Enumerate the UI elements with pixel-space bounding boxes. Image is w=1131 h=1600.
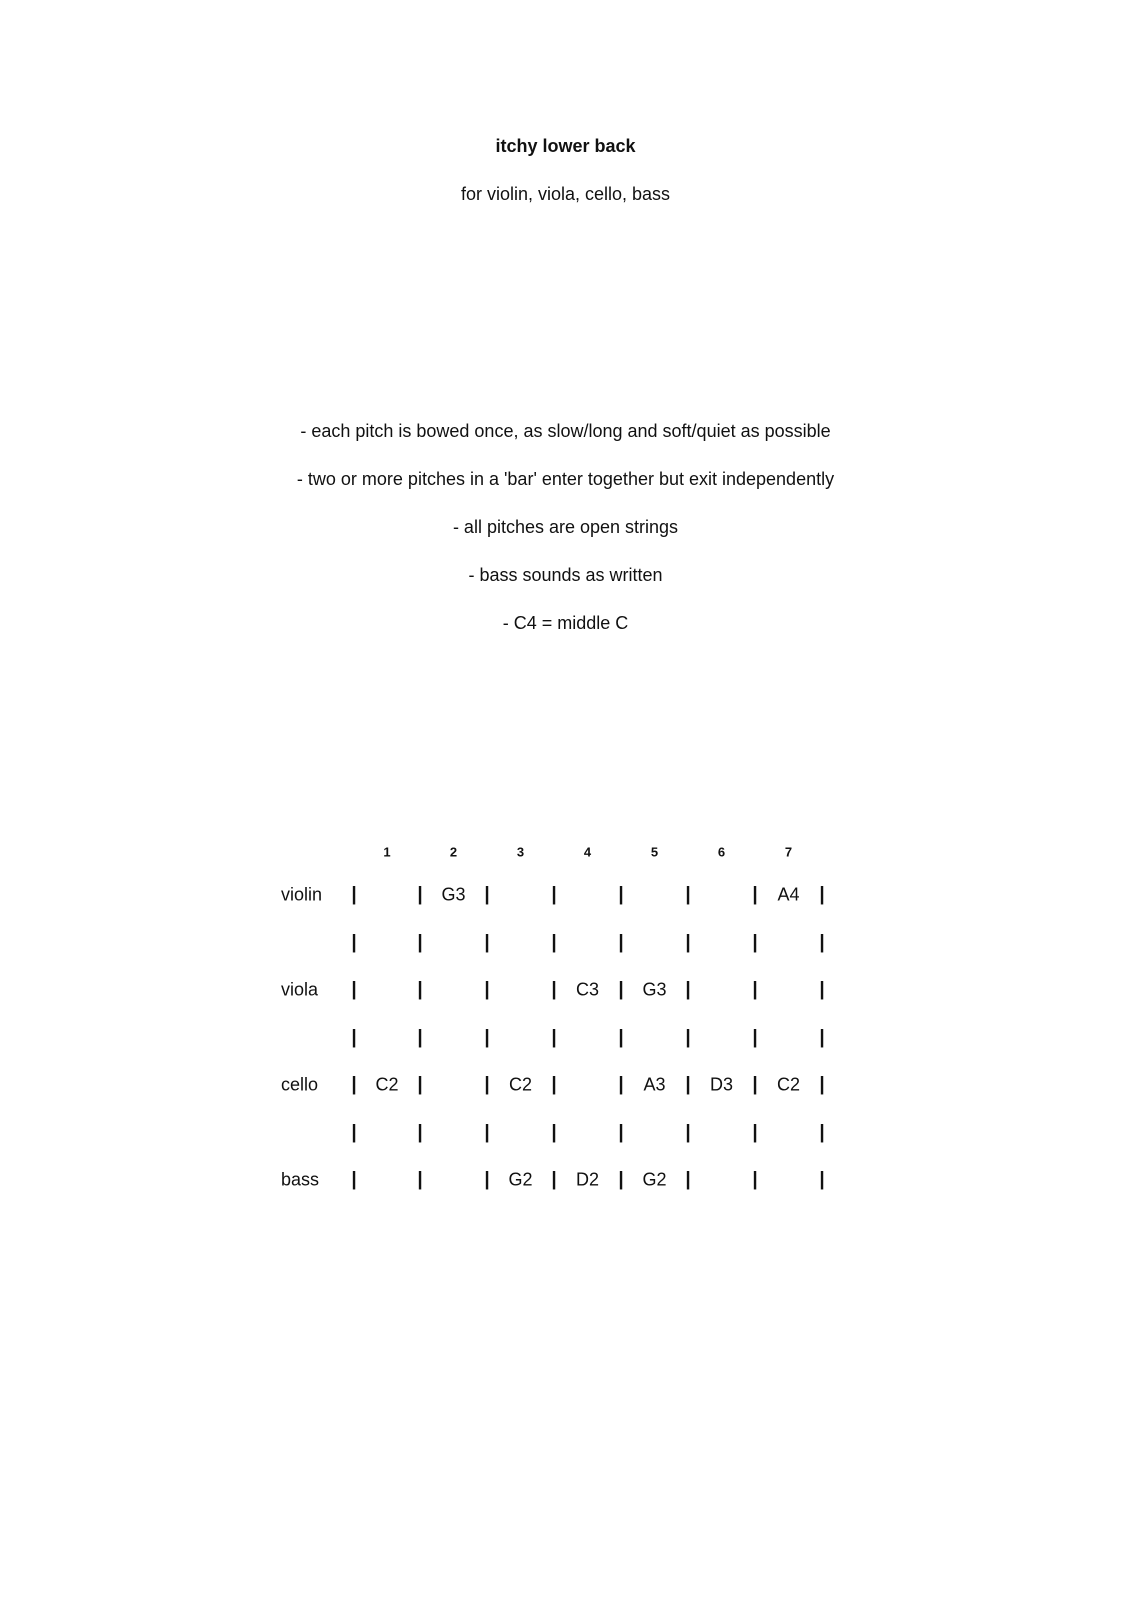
barline: | (417, 931, 423, 953)
barline: | (417, 1026, 423, 1048)
barline: | (752, 1074, 758, 1095)
pitch-cell: D2 (575, 1169, 600, 1190)
barline: | (685, 1074, 691, 1095)
pitch-cell: C3 (575, 979, 600, 1000)
pitch-cell: C2 (375, 1074, 399, 1095)
barline: | (351, 1169, 357, 1190)
pitch-cell: C2 (776, 1074, 801, 1095)
barline: | (752, 1121, 758, 1143)
barline: | (819, 1121, 825, 1143)
barline: | (417, 1121, 423, 1143)
note-item: - two or more pitches in a 'bar' enter together but exit independently (296, 469, 835, 489)
barline: | (819, 931, 825, 953)
barline: | (484, 884, 490, 905)
barline: | (752, 979, 758, 1000)
barline: | (551, 884, 557, 905)
instrument-label-bass: bass (281, 1169, 320, 1190)
barline: | (685, 931, 691, 953)
barline: | (819, 1169, 825, 1190)
barline: | (685, 979, 691, 1000)
barline: | (484, 1026, 490, 1048)
barline: | (351, 1026, 357, 1048)
instrument-label-violin: violin (281, 884, 323, 905)
bar-number: 2 (449, 844, 458, 860)
barline: | (551, 1121, 557, 1143)
barline: | (351, 931, 357, 953)
barline: | (551, 1074, 557, 1095)
barline: | (618, 884, 624, 905)
barline: | (618, 1026, 624, 1048)
barline: | (551, 931, 557, 953)
barline: | (685, 884, 691, 905)
barline: | (752, 1026, 758, 1048)
note-item: - each pitch is bowed once, as slow/long and soft/quiet as possible (300, 421, 831, 441)
page-title: itchy lower back (495, 136, 636, 156)
barline: | (685, 1026, 691, 1048)
pitch-cell: D3 (709, 1074, 734, 1095)
pitch-cell: G2 (642, 1169, 667, 1190)
pitch-cell: A3 (643, 1074, 666, 1095)
barline: | (819, 1074, 825, 1095)
pitch-cell: G3 (441, 884, 466, 905)
barline: | (551, 979, 557, 1000)
pitch-cell: C2 (508, 1074, 533, 1095)
pitch-cell: A4 (777, 884, 800, 905)
barline: | (484, 1169, 490, 1190)
barline: | (417, 1074, 423, 1095)
barline: | (417, 884, 423, 905)
instrument-label-viola: viola (281, 979, 319, 1000)
barline: | (819, 884, 825, 905)
barline: | (351, 1074, 357, 1095)
barline: | (618, 931, 624, 953)
barline: | (752, 931, 758, 953)
barline: | (819, 1026, 825, 1048)
barline: | (752, 884, 758, 905)
note-item: - all pitches are open strings (452, 517, 679, 537)
barline: | (484, 1074, 490, 1095)
barline: | (685, 1169, 691, 1190)
barline: | (484, 979, 490, 1000)
pitch-cell: G2 (508, 1169, 533, 1190)
pitch-cell: G3 (642, 979, 667, 1000)
barline: | (351, 1121, 357, 1143)
bar-number: 6 (717, 844, 726, 860)
barline: | (618, 1074, 624, 1095)
barline: | (618, 979, 624, 1000)
bar-number: 5 (650, 844, 659, 860)
barline: | (819, 979, 825, 1000)
barline: | (752, 1169, 758, 1190)
bar-number: 1 (383, 844, 391, 860)
barline: | (685, 1121, 691, 1143)
barline: | (551, 1026, 557, 1048)
note-item: - C4 = middle C (502, 613, 629, 633)
barline: | (351, 979, 357, 1000)
barline: | (351, 884, 357, 905)
bar-number: 3 (516, 844, 525, 860)
bar-number: 4 (583, 844, 592, 860)
barline: | (484, 1121, 490, 1143)
bar-number: 7 (784, 844, 793, 860)
page-subtitle: for violin, viola, cello, bass (460, 184, 671, 204)
barline: | (618, 1121, 624, 1143)
barline: | (417, 1169, 423, 1190)
barline: | (484, 931, 490, 953)
barline: | (551, 1169, 557, 1190)
barline: | (618, 1169, 624, 1190)
note-item: - bass sounds as written (468, 565, 663, 585)
barline: | (417, 979, 423, 1000)
instrument-label-cello: cello (281, 1074, 319, 1095)
